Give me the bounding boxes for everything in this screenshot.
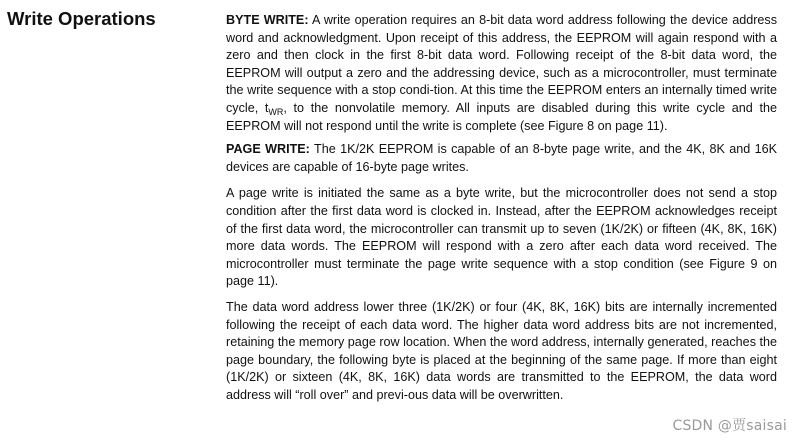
byte-write-text-continued: , to the nonvolatile memory. All inputs are disabled during this write cycle and the EEPROM will not respond until the write is complete (see Figure 8 on page 11). — [226, 100, 777, 133]
body-text — [226, 12, 777, 404]
byte-write-text: A write operation requires an 8-bit data word address following the device address word and acknowledgment. Upon receipt of this address, the EEPROM will again respond with a zero and then clock in the first 8-bit data word. Following receipt of the 8-bit data word, the EEPROM will output a zero and the addressing device, such as a microcontroller, must terminate the write sequence with a stop condi-tion. At this time the EEPROM enters an internally timed write cycle, t — [226, 13, 777, 115]
page-write-paragraph — [226, 141, 777, 176]
watermark: CSDN @贾saisai — [672, 418, 787, 434]
page-write-heading: PAGE WRITE: — [226, 142, 310, 157]
byte-write-paragraph — [226, 12, 777, 135]
page-write-text: The 1K/2K EEPROM is capable of an 8-byte page write, and the 4K, 8K and 16K devices are capable of 16-byte page writes. — [226, 142, 777, 174]
section-title: Write Operations — [7, 8, 156, 29]
write-cycle-subscript: WR — [268, 106, 284, 117]
rollover-paragraph: The data word address lower three (1K/2K) or four (4K, 8K, 16K) bits are internally incremented following the receipt of each data word. The higher data word address bits are not incremented, retaining the memory page row location. When the word address, internally generated, reaches the page boundary, the following byte is placed at the beginning of the same page. If more than eight (1K/2K) or sixteen (4K, 8K, 16K) data words are transmitted to the EEPROM, the data word address will “roll over” and previ-ous data will be overwritten. — [226, 299, 777, 402]
page-write-detail-paragraph: A page write is initiated the same as a byte write, but the microcontroller does not send a stop condition after the first data word is clocked in. Instead, after the EEPROM acknowledges receipt of the first data word, the microcontroller can transmit up to seven (1K/2K) or fifteen (4K, 8K, 16K) more data words. The EEPROM will respond with a zero after each data word received. The microcontroller must terminate the page write sequence with a stop condition (see Figure 9 on page 11). — [226, 186, 777, 289]
byte-write-heading: BYTE WRITE: — [226, 13, 309, 27]
